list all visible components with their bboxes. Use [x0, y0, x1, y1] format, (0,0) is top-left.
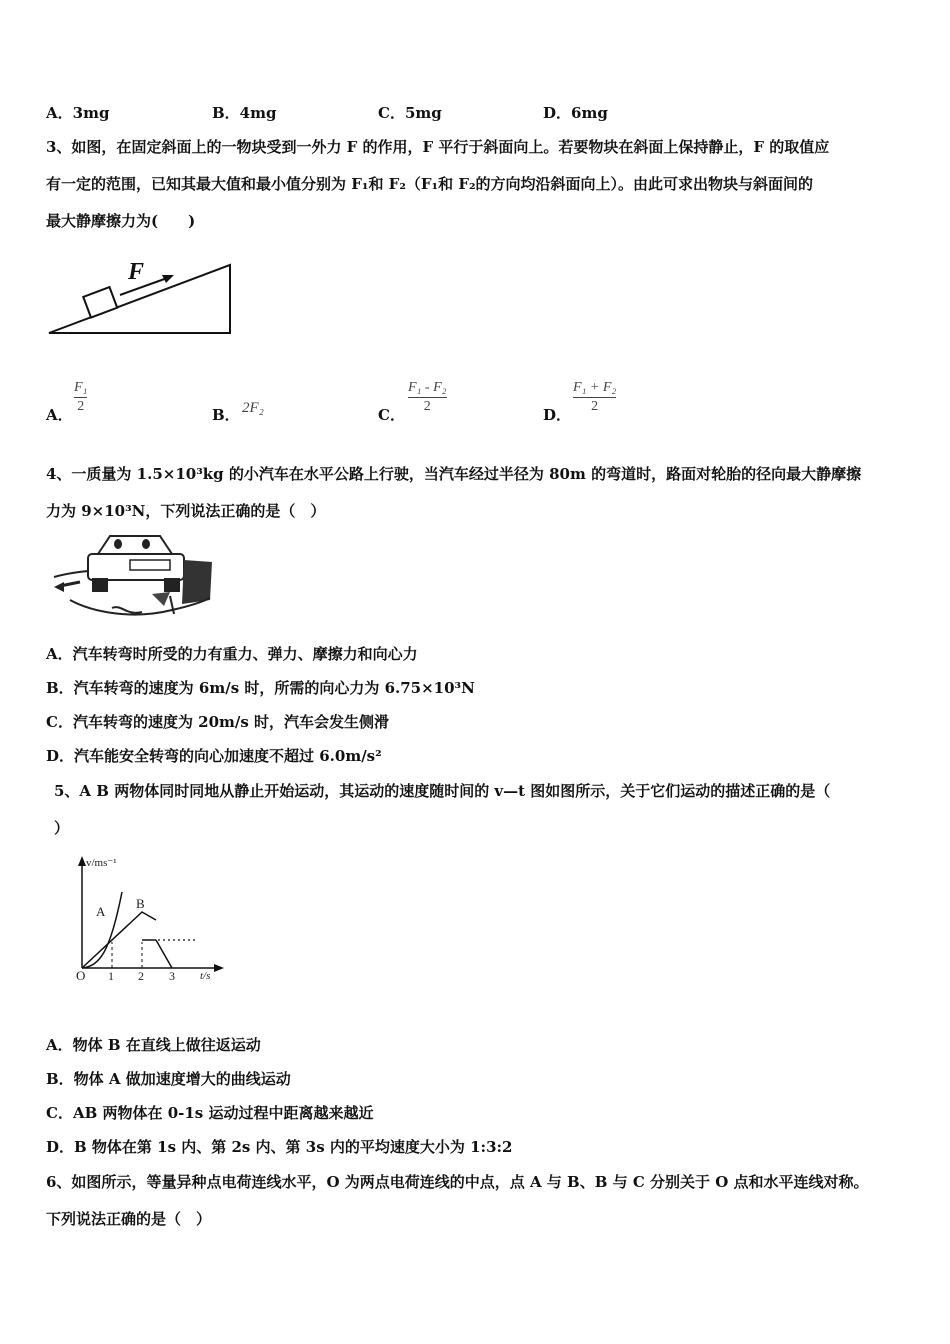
q3-stem-line-1: 3、如图，在固定斜面上的一物块受到一外力 F 的作用，F 平行于斜面向上。若要物块在斜面上保持静止，F 的取值应 [46, 138, 830, 156]
q2-option-a: A．3mg [46, 104, 110, 122]
q5-origin: O [76, 968, 86, 983]
q3-option-c-denominator: 2 [423, 399, 431, 414]
q5-stem-line-2: ） [54, 819, 70, 837]
q5-label-a: A [96, 904, 106, 919]
q5-xlabel: t/s [200, 970, 211, 982]
q2-option-c: C．5mg [378, 104, 442, 122]
q5-stem-line-1: 5、A B 两物体同时同地从静止开始运动，其运动的速度随时间的 v—t 图如图所示，关于它们运动的描述正确的是（ [54, 782, 831, 800]
q3-option-d-fraction [573, 380, 616, 415]
q4-option-c: C．汽车转弯的速度为 20m/s 时，汽车会发生侧滑 [46, 713, 390, 731]
q3-option-d-label: D． [543, 406, 572, 424]
q5-ylabel: v/ms⁻¹ [86, 857, 117, 869]
q5-option-c: C．AB 两物体在 0-1s 运动过程中距离越来越近 [46, 1104, 374, 1122]
q3-option-d-denominator: 2 [591, 399, 599, 414]
q3-option-a-fraction [74, 380, 87, 415]
q5-tick-3: 3 [169, 969, 175, 983]
q4-car-illustration [52, 532, 214, 624]
q5-tick-1: 1 [108, 969, 114, 983]
q3-force-label: F [128, 259, 145, 285]
q3-stem-line-2: 有一定的范围，已知其最大值和最小值分别为 F₁和 F₂（F₁和 F₂的方向均沿斜面向上）。由此可求出物块与斜面间的 [46, 175, 814, 193]
q6-stem-line-1: 6、如图所示，等量异种点电荷连线水平，O 为两点电荷连线的中点，点 A 与 B、B 与 C 分别关于 O 点和水平连线对称。 [46, 1173, 869, 1191]
q3-option-c-label: C． [378, 406, 405, 424]
q4-option-b: B．汽车转弯的速度为 6m/s 时，所需的向心力为 6.75×10³N [46, 679, 475, 697]
q3-option-d-numerator: F₁ + F₂ [573, 380, 617, 395]
q2-option-d: D．6mg [543, 104, 608, 122]
q5-option-b: B．物体 A 做加速度增大的曲线运动 [46, 1070, 291, 1088]
q3-incline-figure [46, 255, 236, 337]
q5-option-d: D．B 物体在第 1s 内、第 2s 内、第 3s 内的平均速度大小为 1:3:2 [46, 1138, 513, 1156]
q6-stem-line-2: 下列说法正确的是（ ） [46, 1210, 212, 1228]
q3-option-b-label: B． [212, 406, 240, 424]
q5-tick-2: 2 [138, 969, 144, 983]
q5-option-a: A．物体 B 在直线上做往返运动 [46, 1036, 261, 1054]
q4-option-a: A．汽车转弯时所受的力有重力、弹力、摩擦力和向心力 [46, 645, 418, 663]
q5-vt-graph [70, 852, 230, 984]
q3-option-a-numerator: F₁ [74, 380, 88, 395]
q3-option-a-label: A． [46, 406, 73, 424]
q4-stem-line-2: 力为 9×10³N，下列说法正确的是（ ） [46, 502, 326, 520]
q2-option-b: B．4mg [212, 104, 277, 122]
q3-option-c-numerator: F₁ - F₂ [408, 380, 447, 395]
q3-option-a-denominator: 2 [77, 399, 85, 414]
q3-option-b-expression: 2F₂ [242, 400, 264, 416]
q3-option-c-fraction [408, 380, 447, 415]
q4-stem-line-1: 4、一质量为 1.5×10³kg 的小汽车在水平公路上行驶，当汽车经过半径为 80m 的弯道时，路面对轮胎的径向最大静摩擦 [46, 465, 862, 483]
q3-stem-line-3: 最大静摩擦力为( ) [46, 212, 196, 230]
q5-label-b: B [136, 896, 145, 911]
q4-option-d: D．汽车能安全转弯的向心加速度不超过 6.0m/s² [46, 747, 382, 765]
